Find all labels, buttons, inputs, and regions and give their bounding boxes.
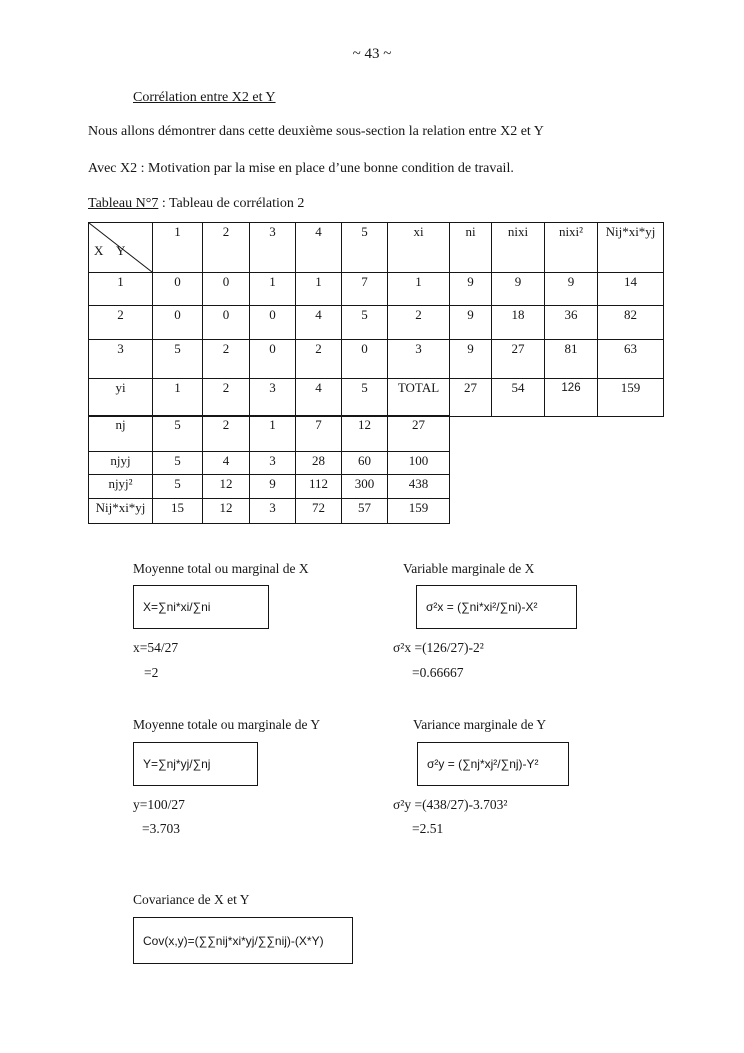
table-cell: 18 <box>492 306 545 340</box>
table-caption-title: Tableau N°7 <box>88 196 159 211</box>
mean-x-formula-box <box>133 585 269 629</box>
table-row <box>89 499 450 524</box>
table-cell: 100 <box>388 452 450 475</box>
column-header: xi <box>388 223 450 273</box>
table-cell: 60 <box>342 452 388 475</box>
table-cell: 2 <box>296 340 342 379</box>
table-cell: 2 <box>203 340 250 379</box>
paragraph-definition: Avec X2 : Motivation par la mise en place d’une bonne condition de travail. <box>88 161 514 176</box>
correlation-table-upper <box>88 222 664 417</box>
corner-label-x: X <box>94 243 104 258</box>
cov-xy-title: Covariance de X et Y <box>133 892 250 907</box>
table-cell: 5 <box>342 379 388 417</box>
var-y-result: =2.51 <box>412 821 444 836</box>
table-row <box>89 340 664 379</box>
var-y-title: Variance marginale de Y <box>413 717 547 732</box>
var-x-calculation: σ²x =(126/27)-2² <box>393 640 484 655</box>
table-cell: 0 <box>203 306 250 340</box>
table-cell: 3 <box>250 379 296 417</box>
paragraph-intro: Nous allons démontrer dans cette deuxième sous-section la relation entre X2 et Y <box>88 124 544 139</box>
var-x-result: =0.66667 <box>412 665 464 680</box>
table-cell: 63 <box>598 340 664 379</box>
column-header: 5 <box>342 223 388 273</box>
mean-y-calculation: y=100/27 <box>133 797 185 812</box>
table-cell: 126 <box>545 379 598 417</box>
table-cell: 5 <box>153 416 203 452</box>
table-cell: 3 <box>250 452 296 475</box>
table-caption <box>88 196 304 212</box>
var-x-formula-box <box>416 585 577 629</box>
table-cell: 159 <box>388 499 450 524</box>
table-cell: 28 <box>296 452 342 475</box>
var-y-calculation: σ²y =(438/27)-3.703² <box>393 797 508 812</box>
mean-y-result: =3.703 <box>142 821 180 836</box>
table-cell: 4 <box>296 306 342 340</box>
section-heading: Corrélation entre X2 et Y <box>133 90 276 105</box>
row-label: njyj² <box>89 475 153 499</box>
table-cell: 0 <box>250 306 296 340</box>
table-row <box>89 416 450 452</box>
table-cell: 27 <box>388 416 450 452</box>
table-cell: 300 <box>342 475 388 499</box>
var-y-formula: σ²y = (∑nj*xj²/∑nj)-Y² <box>427 757 539 771</box>
table-row <box>89 475 450 499</box>
mean-y-formula: Y=∑nj*yj/∑nj <box>143 757 211 771</box>
table-cell: 5 <box>153 452 203 475</box>
table-row-totals <box>89 379 664 417</box>
row-label: 2 <box>89 306 153 340</box>
table-row <box>89 273 664 306</box>
row-label: njyj <box>89 452 153 475</box>
table-cell: 4 <box>203 452 250 475</box>
table-cell: 12 <box>203 499 250 524</box>
corner-label-y: Y <box>116 243 126 258</box>
table-cell: 4 <box>296 379 342 417</box>
var-x-title: Variable marginale de X <box>403 561 535 576</box>
table-corner-cell <box>89 223 153 273</box>
table-cell: 0 <box>342 340 388 379</box>
table-cell: 0 <box>203 273 250 306</box>
mean-y-formula-box <box>133 742 258 786</box>
var-x-formula: σ²x = (∑ni*xi²/∑ni)-X² <box>426 600 538 614</box>
table-cell: 9 <box>492 273 545 306</box>
table-cell: 5 <box>153 475 203 499</box>
table-cell: 7 <box>342 273 388 306</box>
row-label: Nij*xi*yj <box>89 499 153 524</box>
mean-x-formula: X=∑ni*xi/∑ni <box>143 600 211 614</box>
table-cell: 9 <box>450 273 492 306</box>
table-cell: 0 <box>153 306 203 340</box>
table-cell: 12 <box>203 475 250 499</box>
column-header: nixi² <box>545 223 598 273</box>
table-cell: 1 <box>153 379 203 417</box>
column-header: 3 <box>250 223 296 273</box>
column-header: 1 <box>153 223 203 273</box>
table-cell: 2 <box>388 306 450 340</box>
row-label: 1 <box>89 273 153 306</box>
column-header: 4 <box>296 223 342 273</box>
table-cell: 5 <box>153 340 203 379</box>
table-cell: 3 <box>388 340 450 379</box>
mean-x-title: Moyenne total ou marginal de X <box>133 561 309 576</box>
table-cell: 0 <box>250 340 296 379</box>
cov-xy-formula-box <box>133 917 353 964</box>
correlation-table-lower <box>88 415 450 524</box>
table-cell: 438 <box>388 475 450 499</box>
table-caption-rest: : Tableau de corrélation 2 <box>158 196 305 211</box>
table-cell: 1 <box>250 273 296 306</box>
table-cell: 27 <box>492 340 545 379</box>
table-cell: 54 <box>492 379 545 417</box>
table-cell: 2 <box>203 379 250 417</box>
table-cell: 0 <box>153 273 203 306</box>
mean-x-result: =2 <box>144 665 159 680</box>
table-cell: 2 <box>203 416 250 452</box>
table-cell: 72 <box>296 499 342 524</box>
table-cell: 81 <box>545 340 598 379</box>
column-header: Nij*xi*yj <box>598 223 664 273</box>
table-cell: 27 <box>450 379 492 417</box>
table-header-row <box>89 223 664 273</box>
table-cell: 9 <box>545 273 598 306</box>
table-cell: 57 <box>342 499 388 524</box>
table-cell: 9 <box>450 306 492 340</box>
mean-y-title: Moyenne totale ou marginale de Y <box>133 717 321 732</box>
mean-x-calculation: x=54/27 <box>133 640 179 655</box>
table-cell: 159 <box>598 379 664 417</box>
column-header: nixi <box>492 223 545 273</box>
table-cell: 5 <box>342 306 388 340</box>
table-cell: 1 <box>250 416 296 452</box>
column-header: 2 <box>203 223 250 273</box>
table-row <box>89 452 450 475</box>
table-cell: 82 <box>598 306 664 340</box>
table-cell: 7 <box>296 416 342 452</box>
var-y-formula-box <box>417 742 569 786</box>
table-cell: 112 <box>296 475 342 499</box>
table-cell: 9 <box>450 340 492 379</box>
table-cell: TOTAL <box>388 379 450 417</box>
table-cell: 15 <box>153 499 203 524</box>
row-label: nj <box>89 416 153 452</box>
table-cell: 1 <box>388 273 450 306</box>
column-header: ni <box>450 223 492 273</box>
row-label: 3 <box>89 340 153 379</box>
row-label: yi <box>89 379 153 417</box>
table-cell: 1 <box>296 273 342 306</box>
page-number: ~ 43 ~ <box>352 46 392 62</box>
table-cell: 12 <box>342 416 388 452</box>
table-cell: 9 <box>250 475 296 499</box>
cov-xy-formula: Cov(x,y)=(∑∑nij*xi*yj/∑∑nij)-(X*Y) <box>143 933 324 948</box>
table-cell: 3 <box>250 499 296 524</box>
table-cell: 36 <box>545 306 598 340</box>
table-row <box>89 306 664 340</box>
table-cell: 14 <box>598 273 664 306</box>
